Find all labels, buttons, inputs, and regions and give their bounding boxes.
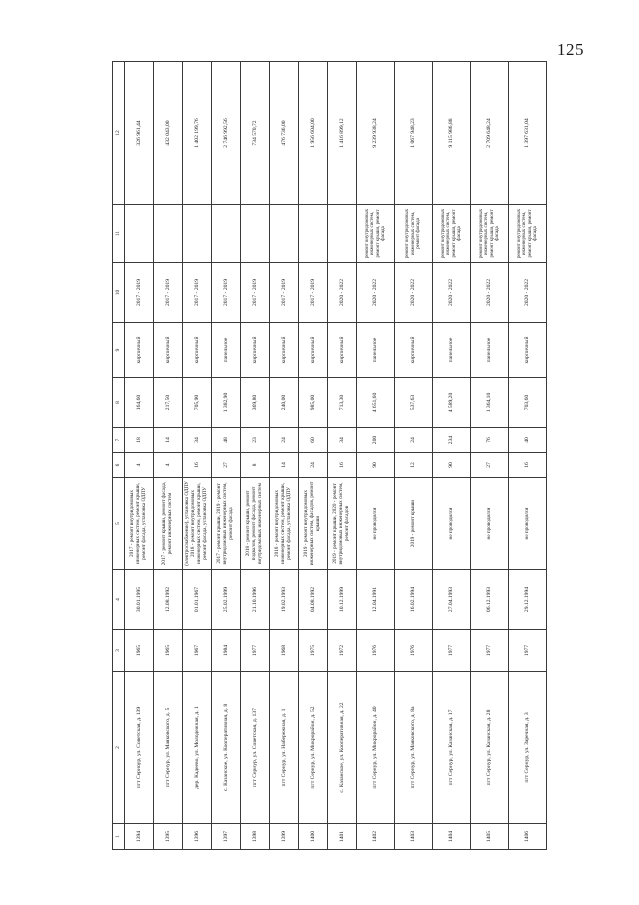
address-cell: пгт Сернур, ул. Микрорайон, д. 52	[299, 672, 328, 824]
period-cell: 2017 - 2019	[125, 263, 154, 323]
planned-works-cell	[328, 205, 357, 263]
table-row	[433, 62, 471, 850]
build-year-cell: 1965	[154, 630, 183, 672]
area-cell: 4 589,20	[433, 378, 471, 428]
entrances-cell: 60	[299, 428, 328, 453]
row-number: 1400	[299, 824, 328, 850]
period-cell: 2017 - 2019	[212, 263, 241, 323]
planned-works-cell	[270, 205, 299, 263]
date-cell: 16.02.1994	[395, 570, 433, 630]
period-cell: 2020 - 2022	[395, 263, 433, 323]
column-number: 10	[113, 263, 125, 323]
address-cell: пгт Серноур, ул. Советская, д. 139	[125, 672, 154, 824]
entrances-cell: 24	[270, 428, 299, 453]
period-cell: 2020 - 2022	[471, 263, 509, 323]
column-number: 8	[113, 378, 125, 428]
address-cell: с. Казанское, ул. Кооперативная, д. 8	[212, 672, 241, 824]
build-year-cell: 1976	[357, 630, 395, 672]
row-number: 1399	[270, 824, 299, 850]
area-cell: 369,80	[241, 378, 270, 428]
row-number: 1406	[509, 824, 547, 850]
area-cell: 537,63	[395, 378, 433, 428]
entrances-cell: 34	[328, 428, 357, 453]
cost-cell: 326 961,44	[125, 62, 154, 205]
date-cell: 29.12.1994	[509, 570, 547, 630]
material-cell: кирпичный	[299, 323, 328, 378]
entrances-cell: 23	[241, 428, 270, 453]
planned-works-cell	[241, 205, 270, 263]
period-cell: 2020 - 2022	[509, 263, 547, 323]
entrances-cell: 40	[509, 428, 547, 453]
cost-cell: 2 709 648,24	[471, 62, 509, 205]
row-number: 1396	[183, 824, 212, 850]
floors-cell: 90	[357, 453, 395, 478]
address-cell: пгт Сернур, ул. Казанская, д. 28	[471, 672, 509, 824]
floors-cell: 27	[471, 453, 509, 478]
area-cell: 217,50	[154, 378, 183, 428]
planned-works-cell	[125, 205, 154, 263]
area-cell: 240,00	[270, 378, 299, 428]
floors-cell: 16	[183, 453, 212, 478]
column-number: 4	[113, 570, 125, 630]
period-cell: 2017 - 2019	[183, 263, 212, 323]
period-cell: 2020 - 2022	[357, 263, 395, 323]
floors-cell: 14	[270, 453, 299, 478]
date-cell: 19.02.1993	[270, 570, 299, 630]
planned-works-cell	[299, 205, 328, 263]
cost-cell: 1 416 899,12	[328, 62, 357, 205]
row-number: 1405	[471, 824, 509, 850]
works-cell: 2019 - ремонт крыши	[395, 478, 433, 570]
material-cell: панельное	[212, 323, 241, 378]
works-cell: не проводился	[509, 478, 547, 570]
date-cell: 10.12.1999	[328, 570, 357, 630]
period-cell: 2020 - 2022	[328, 263, 357, 323]
table-row	[509, 62, 547, 850]
material-cell: панельное	[433, 323, 471, 378]
planned-works-cell: ремонт внутридомовых инженерных систем, ремонт крыши, ремонт фасада	[433, 205, 471, 263]
column-number: 12	[113, 62, 125, 205]
floors-cell: 16	[509, 453, 547, 478]
column-number: 11	[113, 205, 125, 263]
entrances-cell: 76	[471, 428, 509, 453]
material-cell: кирпичный	[270, 323, 299, 378]
works-cell: (электроснабжение), установка ОДПУ 2018 - ремонт внутридомовых инженерных систем, ремонт крыши, ремонт фасада, установка ОДПУ	[183, 478, 212, 570]
cost-cell: 9 115 986,88	[433, 62, 471, 205]
floors-cell: 90	[433, 453, 471, 478]
build-year-cell: 1967	[183, 630, 212, 672]
build-year-cell: 1975	[299, 630, 328, 672]
material-cell: кирпичный	[154, 323, 183, 378]
material-cell: кирпичный	[328, 323, 357, 378]
address-cell: пгт Сернур, ул. Маяковского, д. 8а	[395, 672, 433, 824]
planned-works-cell: ремонт внутридомовых инженерных систем, ремонт крыши, ремонт фасада	[471, 205, 509, 263]
entrances-cell: 234	[433, 428, 471, 453]
entrances-cell: 48	[212, 428, 241, 453]
area-cell: 713,30	[328, 378, 357, 428]
cost-cell: 432 043,00	[154, 62, 183, 205]
material-cell: кирпичный	[241, 323, 270, 378]
table-row	[212, 62, 241, 850]
build-year-cell: 1977	[241, 630, 270, 672]
works-cell: не проводился	[471, 478, 509, 570]
material-cell: кирпичный	[125, 323, 154, 378]
works-cell: не проводился	[433, 478, 471, 570]
cost-cell: 1 397 631,04	[509, 62, 547, 205]
build-year-cell: 1968	[270, 630, 299, 672]
works-cell: 2018 - ремонт крыши, ремонт подвалов, ремонт фасада, ремонт внутридомовых инженерных систем	[241, 478, 270, 570]
area-cell: 705,90	[183, 378, 212, 428]
table-row	[395, 62, 433, 850]
floors-cell: 27	[212, 453, 241, 478]
period-cell: 2017 - 2019	[241, 263, 270, 323]
column-number-row	[113, 62, 125, 850]
table-row	[125, 62, 154, 850]
material-cell: кирпичный	[183, 323, 212, 378]
date-cell: 12.04.1991	[357, 570, 395, 630]
floors-cell: 16	[328, 453, 357, 478]
period-cell: 2020 - 2022	[433, 263, 471, 323]
cost-cell: 9 239 938,24	[357, 62, 395, 205]
row-number: 1401	[328, 824, 357, 850]
row-number: 1395	[154, 824, 183, 850]
build-year-cell: 1977	[471, 630, 509, 672]
date-cell: 06.12.1993	[471, 570, 509, 630]
table-row	[299, 62, 328, 850]
build-year-cell: 1977	[509, 630, 547, 672]
area-cell: 985,00	[299, 378, 328, 428]
period-cell: 2017 - 2019	[154, 263, 183, 323]
planned-works-cell: ремонт внутридомовых инженерных систем, ремонт крыши, ремонт фасада	[509, 205, 547, 263]
address-cell: пгт Сернур, ул. Маяковского, д. 5	[154, 672, 183, 824]
address-cell: с. Казанское, ул. Кооперативная, д. 22	[328, 672, 357, 824]
column-number: 9	[113, 323, 125, 378]
build-year-cell: 1984	[212, 630, 241, 672]
works-cell: 2019 - ремонт крыши, 2020 - ремонт внутридомовых инженерных систем, ремонт фасадов	[328, 478, 357, 570]
table-row	[471, 62, 509, 850]
row-number: 1402	[357, 824, 395, 850]
date-cell: 27.04.1993	[433, 570, 471, 630]
address-cell: пгт Сернур, ул. Заречная, д. 3	[509, 672, 547, 824]
rotated-register-sheet	[112, 62, 590, 850]
cost-cell: 1 956 604,00	[299, 62, 328, 205]
planned-works-cell: ремонт внутридомовых инженерных систем, ремонт фасада	[395, 205, 433, 263]
date-cell: 04.08.1992	[299, 570, 328, 630]
period-cell: 2017 - 2019	[299, 263, 328, 323]
column-number: 2	[113, 672, 125, 824]
cost-cell: 476 736,00	[270, 62, 299, 205]
column-number: 5	[113, 478, 125, 570]
column-number: 1	[113, 824, 125, 850]
cost-cell: 734 570,72	[241, 62, 270, 205]
entrances-cell: 24	[395, 428, 433, 453]
address-cell: пгт Сернур, ул. Казанская, д. 17	[433, 672, 471, 824]
build-year-cell: 1972	[328, 630, 357, 672]
cost-cell: 1 067 948,23	[395, 62, 433, 205]
floors-cell: 8	[241, 453, 270, 478]
row-number: 1404	[433, 824, 471, 850]
row-number: 1394	[125, 824, 154, 850]
entrances-cell: 34	[183, 428, 212, 453]
material-cell: панельное	[471, 323, 509, 378]
works-cell: 2017 - ремонт крыши, 2019 - ремонт внутридомовых инженерных систем, ремонт фасада	[212, 478, 241, 570]
table-row	[357, 62, 395, 850]
planned-works-cell: ремонт внутридомовых инженерных систем, ремонт крыши, ремонт фасада	[357, 205, 395, 263]
table-row	[270, 62, 299, 850]
works-cell: 2017 - ремонт крыши, ремонт фасада, ремонт инженерных систем	[154, 478, 183, 570]
page-number: 125	[557, 40, 584, 59]
area-cell: 1 382,90	[212, 378, 241, 428]
planned-works-cell	[212, 205, 241, 263]
row-number: 1397	[212, 824, 241, 850]
floors-cell: 4	[125, 453, 154, 478]
address-cell: дер. Кадеево, ул. Молодежная, д. 1	[183, 672, 212, 824]
column-number: 7	[113, 428, 125, 453]
column-number: 6	[113, 453, 125, 478]
address-cell: пгт Сернур, ул. Советская, д. 137	[241, 672, 270, 824]
date-cell: 21.10.1996	[241, 570, 270, 630]
area-cell: 164,60	[125, 378, 154, 428]
date-cell: 30.01.1995	[125, 570, 154, 630]
works-cell: не проводился	[357, 478, 395, 570]
works-cell: 2017 - ремонт внутридомовых инженерных систем, ремонт крыши, ремонт фасада, установка ОДПУ	[125, 478, 154, 570]
build-year-cell: 1977	[433, 630, 471, 672]
area-cell: 703,60	[509, 378, 547, 428]
build-year-cell: 1965	[125, 630, 154, 672]
material-cell: кирпичный	[509, 323, 547, 378]
works-cell: 2019 - ремонт внутридомовых инженерных систем, фасадов, ремонт крыши	[299, 478, 328, 570]
period-cell: 2017 - 2019	[270, 263, 299, 323]
table-row	[183, 62, 212, 850]
column-number: 3	[113, 630, 125, 672]
date-cell: 25.02.1999	[212, 570, 241, 630]
housing-register-table	[112, 61, 547, 850]
floors-cell: 4	[154, 453, 183, 478]
floors-cell: 24	[299, 453, 328, 478]
cost-cell: 1 402 199,76	[183, 62, 212, 205]
cost-cell: 2 746 992,56	[212, 62, 241, 205]
entrances-cell: 200	[357, 428, 395, 453]
table-row	[328, 62, 357, 850]
material-cell: кирпичный	[395, 323, 433, 378]
floors-cell: 12	[395, 453, 433, 478]
row-number: 1403	[395, 824, 433, 850]
row-number: 1398	[241, 824, 270, 850]
area-cell: 4 651,60	[357, 378, 395, 428]
address-cell: пгт Сернур, ул. Микрорайон, д. 40	[357, 672, 395, 824]
entrances-cell: 18	[125, 428, 154, 453]
material-cell: панельное	[357, 323, 395, 378]
planned-works-cell	[154, 205, 183, 263]
table-row	[154, 62, 183, 850]
area-cell: 1 364,10	[471, 378, 509, 428]
works-cell: 2018 - ремонт внутридомовых инженерных систем, ремонт крыши, ремонт фасада, установка ОДПУ	[270, 478, 299, 570]
date-cell: 01.01.1967	[183, 570, 212, 630]
date-cell: 12.08.1992	[154, 570, 183, 630]
planned-works-cell	[183, 205, 212, 263]
build-year-cell: 1976	[395, 630, 433, 672]
address-cell: пгт Сернур, ул. Набережная, д. 1	[270, 672, 299, 824]
entrances-cell: 14	[154, 428, 183, 453]
table-row	[241, 62, 270, 850]
